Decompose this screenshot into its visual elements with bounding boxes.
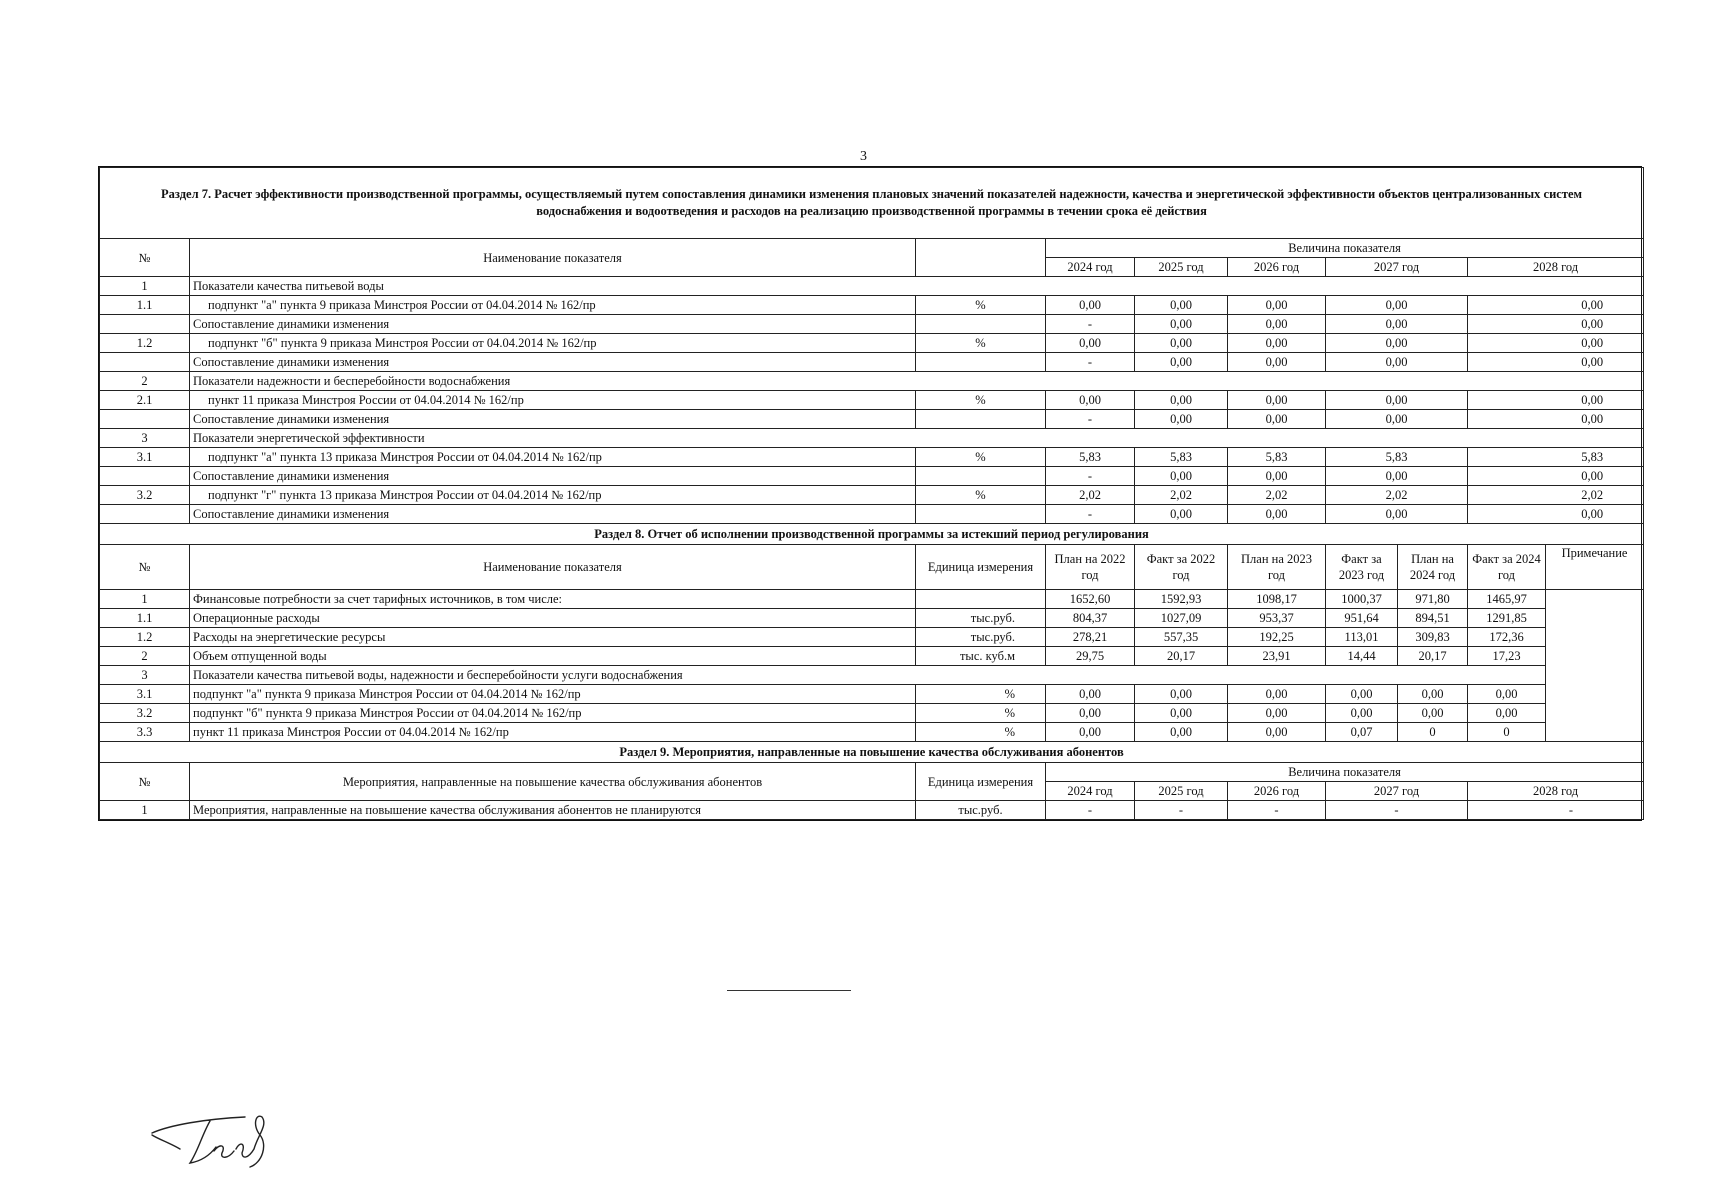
- s7-row-name: Показатели энергетической эффективности: [190, 429, 1644, 448]
- s8-table-row: [100, 685, 1644, 704]
- s8-row-unit: %: [916, 723, 1046, 742]
- s7-row-value-2026: 2,02: [1228, 486, 1326, 505]
- s8-row-no: 1.1: [100, 609, 190, 628]
- s7-year-2026: 2026 год: [1228, 258, 1326, 277]
- s7-row-no: 2.1: [100, 391, 190, 410]
- s8-row-name: Финансовые потребности за счет тарифных источников, в том числе:: [190, 590, 916, 609]
- s7-row-name: подпункт "а" пункта 9 приказа Минстроя России от 04.04.2014 № 162/пр: [190, 296, 916, 315]
- s7-row-value-2024: 0,00: [1046, 391, 1135, 410]
- s7-row-no: 1: [100, 277, 190, 296]
- s7-row-unit: %: [916, 486, 1046, 505]
- s7-year-2024: 2024 год: [1046, 258, 1135, 277]
- sections-table: [99, 167, 1644, 820]
- s7-row-unit: %: [916, 391, 1046, 410]
- s9-year-2026: 2026 год: [1228, 782, 1326, 801]
- s8-row-name: Объем отпущенной воды: [190, 647, 916, 666]
- s7-table-row: [100, 429, 1644, 448]
- s9-table-row: [100, 801, 1644, 820]
- s7-row-value-2028: 0,00: [1468, 391, 1644, 410]
- s7-row-unit: [916, 467, 1046, 486]
- s8-row-value: 1652,60: [1046, 590, 1135, 609]
- s8-row-unit: %: [916, 685, 1046, 704]
- s7-row-unit: %: [916, 448, 1046, 467]
- s7-row-value-2026: 5,83: [1228, 448, 1326, 467]
- s7-table-row: [100, 391, 1644, 410]
- separator-line: [727, 990, 851, 991]
- s8-row-value: 1592,93: [1135, 590, 1228, 609]
- s7-row-no: 3.1: [100, 448, 190, 467]
- section9-title: Раздел 9. Мероприятия, направленные на повышение качества обслуживания абонентов: [100, 742, 1644, 763]
- s8-row-name: Показатели качества питьевой воды, надежности и бесперебойности услуги водоснабжения: [190, 666, 1546, 685]
- handwritten-signature: [150, 1105, 280, 1170]
- s8-row-value: 0,00: [1135, 704, 1228, 723]
- s9-col-unit: Единица измерения: [916, 763, 1046, 801]
- s7-year-2027: 2027 год: [1326, 258, 1468, 277]
- s7-row-unit: %: [916, 334, 1046, 353]
- s9-col-name: Мероприятия, направленные на повышение качества обслуживания абонентов: [190, 763, 916, 801]
- s8-row-no: 1.2: [100, 628, 190, 647]
- s8-row-value: 0,00: [1046, 723, 1135, 742]
- s8-row-value: 557,35: [1135, 628, 1228, 647]
- s7-row-value-2024: -: [1046, 467, 1135, 486]
- s7-col-unit-empty: [916, 239, 1046, 277]
- s9-year-2024: 2024 год: [1046, 782, 1135, 801]
- s8-row-no: 3.2: [100, 704, 190, 723]
- s7-row-value-2027: 0,00: [1326, 353, 1468, 372]
- s7-row-value-2028: 0,00: [1468, 334, 1644, 353]
- s7-row-value-2025: 0,00: [1135, 391, 1228, 410]
- s8-row-value: 14,44: [1326, 647, 1398, 666]
- s8-col-plan-2024: План на 2024 год: [1398, 545, 1468, 590]
- s8-row-value: 0,00: [1228, 685, 1326, 704]
- sections-table-body: [100, 168, 1644, 820]
- s7-row-name: пункт 11 приказа Минстроя России от 04.04.2014 № 162/пр: [190, 391, 916, 410]
- s8-table-row: [100, 666, 1644, 685]
- s7-row-value-2027: 5,83: [1326, 448, 1468, 467]
- s7-row-value-2025: 0,00: [1135, 467, 1228, 486]
- s7-row-name: подпункт "г" пункта 13 приказа Минстроя России от 04.04.2014 № 162/пр: [190, 486, 916, 505]
- s8-row-name: Операционные расходы: [190, 609, 916, 628]
- s7-row-unit: [916, 410, 1046, 429]
- s8-row-value: 0,00: [1398, 704, 1468, 723]
- s7-row-name: Показатели качества питьевой воды: [190, 277, 1644, 296]
- s8-row-value: 0,00: [1228, 723, 1326, 742]
- s7-table-row: [100, 296, 1644, 315]
- s7-row-no: 1.2: [100, 334, 190, 353]
- s8-col-fact-2023: Факт за 2023 год: [1326, 545, 1398, 590]
- s8-col-unit: Единица измерения: [916, 545, 1046, 590]
- s7-row-value-2025: 0,00: [1135, 334, 1228, 353]
- s9-col-value-group: Величина показателя: [1046, 763, 1644, 782]
- s7-table-row: [100, 277, 1644, 296]
- s8-row-value: 0,00: [1046, 704, 1135, 723]
- s7-row-value-2028: 0,00: [1468, 505, 1644, 524]
- s8-row-value: 0,00: [1326, 704, 1398, 723]
- s7-row-name: Показатели надежности и бесперебойности водоснабжения: [190, 372, 1644, 391]
- s7-row-value-2027: 0,00: [1326, 296, 1468, 315]
- s8-row-value: 1098,17: [1228, 590, 1326, 609]
- s8-row-value: 309,83: [1398, 628, 1468, 647]
- s7-row-value-2024: 0,00: [1046, 334, 1135, 353]
- section8-title: Раздел 8. Отчет об исполнении производственной программы за истекший период регулирования: [100, 524, 1644, 545]
- section7-title: Раздел 7. Расчет эффективности производственной программы, осуществляемый путем сопоставления динамики изменения плановых значений показателей надежности, качества и энергетической эффективности объектов централизованных систем водоснабжения и водоотведения и расходов на реализацию производственной программы в течении срока её действия: [100, 168, 1644, 239]
- s9-year-2025: 2025 год: [1135, 782, 1228, 801]
- s9-year-2027: 2027 год: [1326, 782, 1468, 801]
- s7-table-row: [100, 410, 1644, 429]
- s7-row-no: 1.1: [100, 296, 190, 315]
- s8-row-value: 172,36: [1468, 628, 1546, 647]
- s9-row-no: 1: [100, 801, 190, 820]
- s7-row-value-2028: 0,00: [1468, 315, 1644, 334]
- s7-row-unit: [916, 505, 1046, 524]
- s7-row-value-2027: 0,00: [1326, 467, 1468, 486]
- s7-row-value-2026: 0,00: [1228, 505, 1326, 524]
- s8-table-row: [100, 628, 1644, 647]
- s7-row-value-2026: 0,00: [1228, 467, 1326, 486]
- s8-col-fact-2022: Факт за 2022 год: [1135, 545, 1228, 590]
- s8-row-no: 2: [100, 647, 190, 666]
- s7-row-value-2024: -: [1046, 505, 1135, 524]
- s8-row-value: 0,00: [1468, 704, 1546, 723]
- s8-row-value: 1291,85: [1468, 609, 1546, 628]
- s8-row-no: 3: [100, 666, 190, 685]
- s8-table-row: [100, 723, 1644, 742]
- s7-row-name: подпункт "а" пункта 13 приказа Минстроя России от 04.04.2014 № 162/пр: [190, 448, 916, 467]
- s8-row-no: 1: [100, 590, 190, 609]
- s8-row-value: 192,25: [1228, 628, 1326, 647]
- s7-row-value-2026: 0,00: [1228, 315, 1326, 334]
- s7-row-value-2025: 0,00: [1135, 315, 1228, 334]
- s8-row-unit: %: [916, 704, 1046, 723]
- s7-row-value-2028: 0,00: [1468, 353, 1644, 372]
- s8-row-value: 1000,37: [1326, 590, 1398, 609]
- s7-row-unit: %: [916, 296, 1046, 315]
- s8-row-note: [1546, 590, 1644, 742]
- s9-row-unit: тыс.руб.: [916, 801, 1046, 820]
- s7-row-value-2025: 0,00: [1135, 353, 1228, 372]
- s7-row-name: Сопоставление динамики изменения: [190, 353, 916, 372]
- s7-year-2028: 2028 год: [1468, 258, 1644, 277]
- s7-row-value-2028: 0,00: [1468, 296, 1644, 315]
- s7-row-no: 3: [100, 429, 190, 448]
- s7-col-no: №: [100, 239, 190, 277]
- s8-row-value: 0,00: [1468, 685, 1546, 704]
- s8-row-value: 0,07: [1326, 723, 1398, 742]
- s8-row-value: 20,17: [1398, 647, 1468, 666]
- s7-table-row: [100, 467, 1644, 486]
- s9-row-value-2025: -: [1135, 801, 1228, 820]
- s8-table-row: [100, 647, 1644, 666]
- s7-row-value-2024: 2,02: [1046, 486, 1135, 505]
- s8-row-value: 0,00: [1228, 704, 1326, 723]
- s8-row-value: 0,00: [1326, 685, 1398, 704]
- s7-row-no: [100, 315, 190, 334]
- s7-row-value-2028: 0,00: [1468, 467, 1644, 486]
- s7-table-row: [100, 334, 1644, 353]
- s9-row-value-2026: -: [1228, 801, 1326, 820]
- s8-col-fact-2024: Факт за 2024 год: [1468, 545, 1546, 590]
- s7-row-no: 3.2: [100, 486, 190, 505]
- s8-row-value: 278,21: [1046, 628, 1135, 647]
- s8-row-value: 17,23: [1468, 647, 1546, 666]
- s8-col-note: Примечание: [1546, 545, 1644, 590]
- s8-row-name: пункт 11 приказа Минстроя России от 04.04.2014 № 162/пр: [190, 723, 916, 742]
- s9-col-no: №: [100, 763, 190, 801]
- s7-row-value-2025: 0,00: [1135, 505, 1228, 524]
- s8-row-value: 894,51: [1398, 609, 1468, 628]
- s7-row-name: Сопоставление динамики изменения: [190, 315, 916, 334]
- s7-row-value-2027: 0,00: [1326, 391, 1468, 410]
- s8-row-unit: тыс.руб.: [916, 609, 1046, 628]
- s7-row-name: Сопоставление динамики изменения: [190, 505, 916, 524]
- s8-row-value: 0: [1398, 723, 1468, 742]
- s7-row-value-2026: 0,00: [1228, 391, 1326, 410]
- s7-row-no: [100, 467, 190, 486]
- s7-row-value-2027: 0,00: [1326, 410, 1468, 429]
- s9-row-value-2027: -: [1326, 801, 1468, 820]
- s7-row-value-2025: 0,00: [1135, 296, 1228, 315]
- s8-table-row: [100, 590, 1644, 609]
- s7-row-value-2027: 0,00: [1326, 315, 1468, 334]
- document-table-frame: [98, 166, 1642, 821]
- s7-row-name: Сопоставление динамики изменения: [190, 467, 916, 486]
- s7-row-value-2026: 0,00: [1228, 334, 1326, 353]
- page-number: 3: [860, 149, 867, 164]
- s7-row-value-2024: 0,00: [1046, 296, 1135, 315]
- s8-row-value: 1465,97: [1468, 590, 1546, 609]
- s7-row-value-2027: 0,00: [1326, 505, 1468, 524]
- s9-row-value-2028: -: [1468, 801, 1644, 820]
- s8-row-value: 0,00: [1046, 685, 1135, 704]
- s7-row-value-2026: 0,00: [1228, 353, 1326, 372]
- s7-row-value-2024: 5,83: [1046, 448, 1135, 467]
- s8-row-value: 113,01: [1326, 628, 1398, 647]
- s7-table-row: [100, 486, 1644, 505]
- s8-row-name: подпункт "а" пункта 9 приказа Минстроя России от 04.04.2014 № 162/пр: [190, 685, 916, 704]
- s8-table-row: [100, 704, 1644, 723]
- s8-col-plan-2022: План на 2022 год: [1046, 545, 1135, 590]
- s7-row-value-2026: 0,00: [1228, 410, 1326, 429]
- s8-row-value: 1027,09: [1135, 609, 1228, 628]
- s8-row-value: 20,17: [1135, 647, 1228, 666]
- s9-year-2028: 2028 год: [1468, 782, 1644, 801]
- s8-row-value: 951,64: [1326, 609, 1398, 628]
- s7-row-value-2028: 2,02: [1468, 486, 1644, 505]
- s7-row-value-2027: 0,00: [1326, 334, 1468, 353]
- s7-row-no: [100, 505, 190, 524]
- s8-row-name: Расходы на энергетические ресурсы: [190, 628, 916, 647]
- s8-col-no: №: [100, 545, 190, 590]
- s7-row-value-2024: -: [1046, 315, 1135, 334]
- s8-row-value: 29,75: [1046, 647, 1135, 666]
- s7-row-no: [100, 410, 190, 429]
- s8-row-value: 0,00: [1398, 685, 1468, 704]
- s8-row-name: подпункт "б" пункта 9 приказа Минстроя России от 04.04.2014 № 162/пр: [190, 704, 916, 723]
- s8-row-value: 0: [1468, 723, 1546, 742]
- s7-row-name: Сопоставление динамики изменения: [190, 410, 916, 429]
- s7-table-row: [100, 353, 1644, 372]
- s7-row-value-2028: 5,83: [1468, 448, 1644, 467]
- s7-row-value-2024: -: [1046, 410, 1135, 429]
- s7-col-name: Наименование показателя: [190, 239, 916, 277]
- s7-row-value-2024: -: [1046, 353, 1135, 372]
- s8-row-unit: тыс.руб.: [916, 628, 1046, 647]
- s8-row-value: 953,37: [1228, 609, 1326, 628]
- s7-row-value-2027: 2,02: [1326, 486, 1468, 505]
- s8-table-row: [100, 609, 1644, 628]
- s8-row-value: 23,91: [1228, 647, 1326, 666]
- s7-table-row: [100, 505, 1644, 524]
- s7-col-value-group: Величина показателя: [1046, 239, 1644, 258]
- s9-row-name: Мероприятия, направленные на повышение качества обслуживания абонентов не планируются: [190, 801, 916, 820]
- s7-row-no: [100, 353, 190, 372]
- s8-row-value: 804,37: [1046, 609, 1135, 628]
- s7-table-row: [100, 372, 1644, 391]
- s7-row-value-2025: 5,83: [1135, 448, 1228, 467]
- s7-year-2025: 2025 год: [1135, 258, 1228, 277]
- s8-row-value: 0,00: [1135, 685, 1228, 704]
- s7-row-value-2026: 0,00: [1228, 296, 1326, 315]
- s8-row-unit: [916, 590, 1046, 609]
- s7-row-unit: [916, 315, 1046, 334]
- s8-row-no: 3.3: [100, 723, 190, 742]
- s7-row-value-2025: 0,00: [1135, 410, 1228, 429]
- s7-row-no: 2: [100, 372, 190, 391]
- s7-row-unit: [916, 353, 1046, 372]
- s8-col-plan-2023: План на 2023 год: [1228, 545, 1326, 590]
- s7-row-value-2028: 0,00: [1468, 410, 1644, 429]
- s9-row-value-2024: -: [1046, 801, 1135, 820]
- s8-row-no: 3.1: [100, 685, 190, 704]
- s7-table-row: [100, 315, 1644, 334]
- s8-row-unit: тыс. куб.м: [916, 647, 1046, 666]
- s7-row-value-2025: 2,02: [1135, 486, 1228, 505]
- s7-row-name: подпункт "б" пункта 9 приказа Минстроя России от 04.04.2014 № 162/пр: [190, 334, 916, 353]
- s8-row-value: 971,80: [1398, 590, 1468, 609]
- s8-row-value: 0,00: [1135, 723, 1228, 742]
- s7-table-row: [100, 448, 1644, 467]
- s8-col-name: Наименование показателя: [190, 545, 916, 590]
